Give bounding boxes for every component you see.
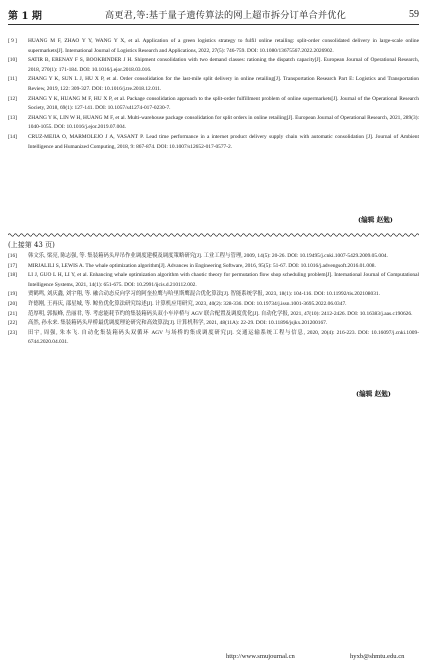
reference-entry [8, 300, 419, 310]
reference-number: [18] [8, 272, 17, 279]
reference-number: [20] [8, 300, 17, 307]
journal-url[interactable]: http://www.smujournal.cn [226, 653, 295, 660]
reference-entry [8, 329, 419, 348]
reference-text: ZHANG Y K, LIN W H, HUANG M F, et al. Multi-warehouse package consolidation for split orders in online retailing[J]. European Journal of Operational Research, 2021, 289(3): 1040-1055. DOI: 10.1016/j.ejor.2019.07.004. [28, 114, 419, 131]
editor-note-bottom: (编辑 赵勉) [356, 390, 391, 398]
reference-entry [8, 95, 419, 114]
reference-number: [19] [8, 291, 17, 298]
section-divider [8, 232, 419, 237]
reference-entry [8, 271, 419, 290]
reference-entry [8, 56, 419, 75]
reference-entry [8, 133, 419, 152]
reference-list-bottom [8, 252, 419, 348]
reference-entry [8, 290, 419, 300]
reference-text: CRUZ-MEJIA O, MARMOLEJO J A, VASANT P. Lead time performance in a internet product delivery supply chain with automatic consolidation [J]. Journal of Ambient Intelligence and Humanized Computing, 2018, 9: 867-874. DOI: 10.1007/s12652-017-0577-2. [28, 133, 419, 150]
reference-number: [10] [8, 57, 17, 64]
reference-text: 高然, 孙永来. 集装箱码头岸桥最优调度理论研究和高效算法[J]. 计算机科学, 2021, 48(11A): 22-29. DOI: 10.11896/jsjkx.201200167. [28, 320, 328, 327]
reference-number: [23] [8, 329, 17, 336]
reference-number: [ 9 ] [8, 38, 17, 44]
reference-number: [22] [8, 320, 17, 327]
page-footer [8, 653, 419, 665]
reference-number: [14] [8, 133, 17, 140]
reference-list-top [8, 37, 419, 152]
reference-entry [8, 310, 419, 320]
issue-number: 第 1 期 [8, 10, 42, 22]
reference-text: 贾鹤鸣, 刘庆鑫, 刘宇翔, 等. 融合动态反向学习的阿奎拉鹰与哈里斯鹰混合优化算法[J]. 智能系统学报, 2023, 18(1): 104-116. DOI: 10.11992/tis.202108031. [28, 291, 380, 298]
reference-text: ZHANG Y K, HUANG M F, HU X P, et al. Package consolidation approach to the split-order fulfillment problem of online supermarkets[J]. Journal of the Operational Research Society, 2018, 69(1): 127-141. DOI: 10.1057/s41274-017-0230-7. [28, 95, 419, 112]
journal-email[interactable]: hyxb@shmtu.edu.cn [350, 653, 405, 660]
reference-text: 韩文乐, 梁亮, 陈志强, 等. 集装箱码头岸吊作业调度建模及调度策略研究[J]. 工业工程与管理, 2009, 14(5): 20-26. DOI: 10.19495/j.cnki.1007-5429.2009.05.004. [28, 253, 388, 259]
reference-text: MIRJALILI S, LEWIS A. The whale optimization algorithm[J]. Advances in Engineering Software, 2016, 95(5): 51-67. DOI: 10.1016/j.advengsoft.2016.01.008. [28, 262, 376, 269]
editor-note-top: (编辑 赵勉) [358, 216, 393, 224]
reference-text: ZHANG Y K, SUN L J, HU X P, et al. Order consolidation for the last-mile split delivery in online retailing[J]. Transportation Research Part E: Logistics and Transportation Review, 2019, 122: 309-327. DOI: 10.1016/j.tre.2018.12.011. [28, 76, 419, 92]
continuation-note: (上接第 43 页) [8, 241, 55, 249]
reference-text: HUANG M F, ZHAO Y Y, WANG Y X, et al. Application of a green logistics strategy to fulfil online retailing: split-order consolidated delivery in large-scale online supermarkets[J]. International Journal of Logistics Research and Applications, 2022, 27(5): 746-759. DOI: 10.1080/13675567.2022.2026902. [28, 38, 419, 54]
reference-entry [8, 319, 419, 329]
reference-entry [8, 75, 419, 94]
page-number: 59 [409, 8, 419, 20]
running-header [8, 5, 419, 23]
reference-number: [13] [8, 114, 17, 121]
reference-number: [16] [8, 253, 17, 259]
reference-number: [17] [8, 262, 17, 269]
reference-entry [8, 262, 419, 272]
reference-entry [8, 252, 419, 262]
reference-number: [11] [8, 76, 17, 83]
reference-text: 许德刚, 王再庆, 邵星城, 等. 鲸鱼优化算法研究综述[J]. 计算机应用研究, 2023, 40(2): 328-336. DOI: 10.19734/j.issn.1001-3695.2022.06.0347. [28, 300, 347, 307]
reference-text: SATIR B, ERENAY F S, BOOKBINDER J H. Shipment consolidation with two demand classes: rationing the dispatch capacity[J]. European Journal of Operational Research, 2018, 270(1): 171-184. DOI: 10.1016/j.ejor.2018.03.016. [28, 57, 419, 73]
reference-entry [8, 114, 419, 133]
reference-text: LI J, GUO L H, LI Y, et al. Enhancing whale optimization algorithm with chaotic theory for permutation flow shop scheduling problem[J]. International Journal of Computational Intelligence Systems, 2021, 14(1): 651-675. DOI: 10.2991/ijcis.d.210112.002. [28, 272, 419, 288]
header-rule [8, 24, 419, 25]
reference-text: 范厚明, 郭振峰, 岳丽君, 等. 考虑能耗节约的集装箱码头双小车岸桥与 AGV 联合配置及调度优化[J]. 自动化学报, 2021, 47(10): 2412-2426. DOI: 10.16383/j.aas.c190626. [28, 310, 413, 317]
reference-number: [12] [8, 95, 17, 102]
reference-number: [21] [8, 310, 17, 317]
reference-entry [8, 37, 419, 56]
reference-text: 田宇, 周强, 朱本飞. 自动化集装箱码头双循环 AGV 与场桥的集成调度研究[J]. 交通运输系统工程与信息, 2020, 20(4): 216-223. DOI: 10.16097/j.cnki.1009-6744.2020.04.031. [28, 329, 419, 346]
running-title: 高更君,等:基于量子遗传算法的网上超市拆分订单合并优化 [104, 10, 347, 21]
